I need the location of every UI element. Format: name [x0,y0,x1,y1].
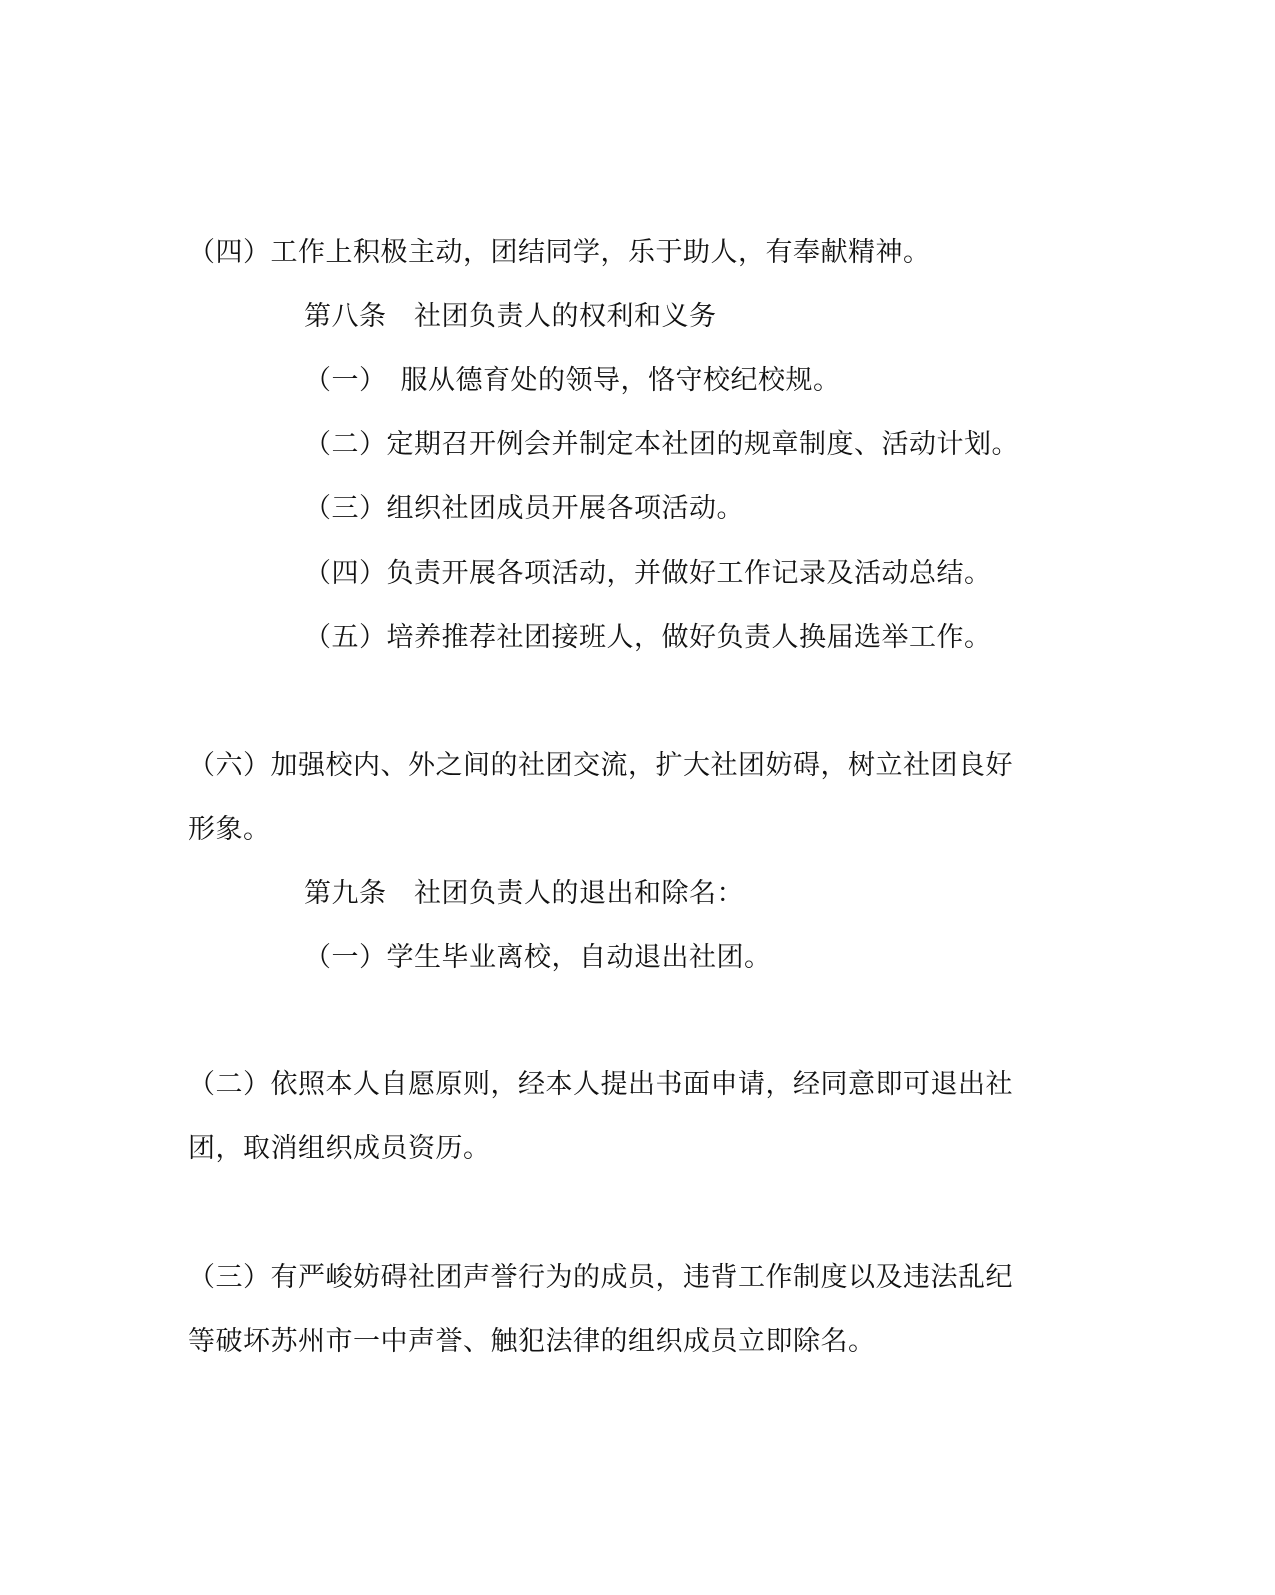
article-9-item-2-line-1: （二）依照本人自愿原则，经本人提出书面申请，经同意即可退出社 [188,1069,1013,1100]
article-9-heading: 第九条 社团负责人的退出和除名： [304,878,744,909]
article-8-item-4: （四）负责开展各项活动，并做好工作记录及活动总结。 [304,558,992,589]
article-8-item-2: （二）定期召开例会并制定本社团的规章制度、活动计划。 [304,429,1019,460]
article-8-item-5: （五）培养推荐社团接班人，做好负责人换届选举工作。 [304,622,992,653]
article-8-item-6-line-1: （六）加强校内、外之间的社团交流，扩大社团妨碍，树立社团良好 [188,750,1013,781]
article-8-item-1: （一） 服从德育处的领导，恪守校纪校规。 [304,365,841,396]
text-line-member-requirement-4: （四）工作上积极主动，团结同学，乐于助人，有奉献精神。 [188,237,931,268]
article-8-item-3: （三）组织社团成员开展各项活动。 [304,493,744,524]
article-8-item-6-line-2: 形象。 [188,814,271,845]
article-9-item-1: （一）学生毕业离校，自动退出社团。 [304,942,772,973]
article-8-heading: 第八条 社团负责人的权利和义务 [304,301,717,332]
article-9-item-2-line-2: 团，取消组织成员资历。 [188,1133,491,1164]
article-9-item-3-line-2: 等破坏苏州市一中声誉、触犯法律的组织成员立即除名。 [188,1326,876,1357]
article-9-item-3-line-1: （三）有严峻妨碍社团声誉行为的成员，违背工作制度以及违法乱纪 [188,1262,1013,1293]
